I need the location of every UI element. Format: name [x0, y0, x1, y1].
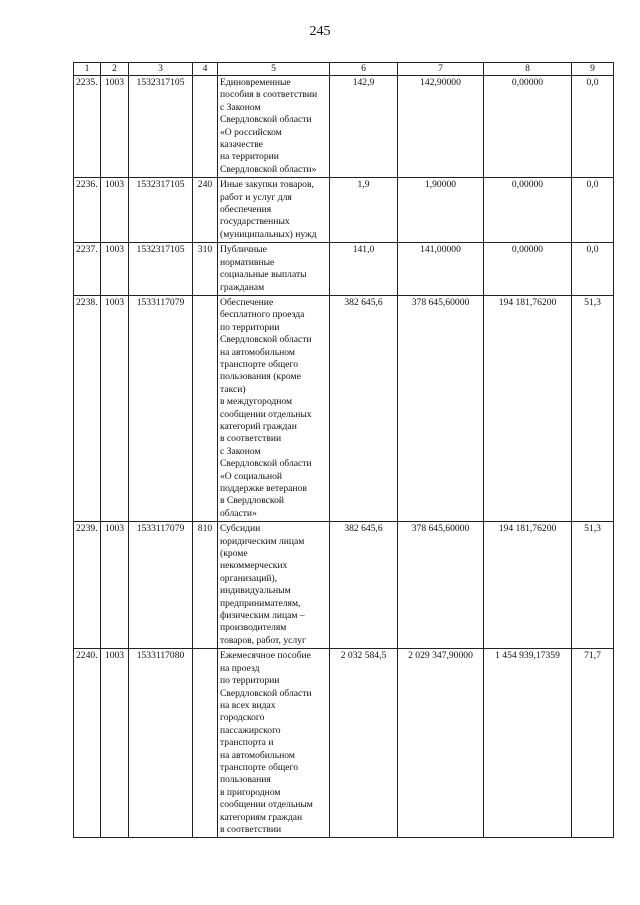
item-name-line: транспорте общего — [220, 761, 299, 773]
refined-amount-cell: 1,90000 — [398, 178, 484, 243]
table-row — [74, 522, 614, 649]
item-name-line: Иные закупки товаров, — [220, 179, 314, 191]
refined-amount-cell: 378 645,60000 — [398, 522, 484, 649]
execution-percent-cell: 51,3 — [572, 295, 614, 521]
item-name-line: на автомобильном — [220, 346, 295, 358]
item-name-line: пассажирского — [220, 724, 281, 736]
item-name-line: по территории — [220, 321, 280, 333]
target-code-cell: 1533117079 — [129, 295, 193, 521]
item-name-line: городского — [220, 712, 265, 724]
item-name-line: Свердловской области — [220, 334, 312, 346]
item-name-line: по территории — [220, 675, 280, 687]
executed-amount-cell: 1 454 939,17359 — [484, 649, 572, 838]
approved-amount-cell: 142,9 — [330, 76, 398, 178]
item-name-line: категорий граждан — [220, 420, 297, 432]
section-code-cell: 1003 — [101, 178, 129, 243]
target-code-cell: 1532317105 — [129, 243, 193, 296]
item-name-line: некоммерческих — [220, 560, 288, 572]
item-name-cell — [218, 649, 330, 838]
item-name-line: Свердловской области» — [220, 163, 317, 175]
item-name-line: транспорте общего — [220, 358, 299, 370]
target-code-cell: 1532317105 — [129, 76, 193, 178]
item-name-cell — [218, 295, 330, 521]
row-number-cell: 2238. — [74, 295, 101, 521]
table-row — [74, 295, 614, 521]
item-name-line: индивидуальным — [220, 585, 291, 597]
item-name-line: пользования — [220, 774, 271, 786]
executed-amount-cell: 194 181,76200 — [484, 522, 572, 649]
item-name-line: (муниципальных) нужд — [220, 228, 317, 240]
item-name-line: государственных — [220, 216, 290, 228]
item-name-cell — [218, 243, 330, 296]
item-name-line: обеспечения — [220, 204, 272, 216]
item-name-line: транспорта и — [220, 737, 274, 749]
table-row — [74, 649, 614, 838]
item-name-line: в соответствии — [220, 823, 282, 835]
item-name-line: с Законом — [220, 445, 261, 457]
refined-amount-cell: 378 645,60000 — [398, 295, 484, 521]
execution-percent-cell: 51,3 — [572, 522, 614, 649]
expense-type-cell: 810 — [193, 522, 218, 649]
budget-table — [73, 62, 614, 838]
item-name-line: физическим лицам – — [220, 610, 305, 622]
item-name-line: Публичные — [220, 244, 267, 256]
item-name-line: в междугородном — [220, 396, 293, 408]
item-name-line: Обеспечение — [220, 296, 274, 308]
item-name-line: нормативные — [220, 256, 275, 268]
target-code-cell: 1533117079 — [129, 522, 193, 649]
item-name-line: «О российском — [220, 126, 282, 138]
row-number-cell: 2239. — [74, 522, 101, 649]
item-name-line: Свердловской области — [220, 687, 312, 699]
item-name-line: социальные выплаты — [220, 269, 307, 281]
item-name-line: в Свердловской — [220, 495, 285, 507]
column-header: 2 — [101, 63, 129, 76]
item-name-line: в пригородном — [220, 786, 281, 798]
table-row — [74, 178, 614, 243]
expense-type-cell: 310 — [193, 243, 218, 296]
executed-amount-cell: 194 181,76200 — [484, 295, 572, 521]
execution-percent-cell: 71,7 — [572, 649, 614, 838]
item-name-line: Свердловской области — [220, 114, 312, 126]
section-code-cell: 1003 — [101, 243, 129, 296]
column-header: 8 — [484, 63, 572, 76]
column-header: 5 — [218, 63, 330, 76]
item-name-line: гражданам — [220, 281, 265, 293]
item-name-line: категориям граждан — [220, 811, 303, 823]
item-name-line: на всех видах — [220, 699, 276, 711]
approved-amount-cell: 2 032 584,5 — [330, 649, 398, 838]
execution-percent-cell: 0,0 — [572, 76, 614, 178]
row-number-cell: 2236. — [74, 178, 101, 243]
item-name-line: производителям — [220, 622, 287, 634]
item-name-line: области» — [220, 507, 257, 519]
execution-percent-cell: 0,0 — [572, 243, 614, 296]
item-name-line: казачестве — [220, 139, 263, 151]
target-code-cell: 1532317105 — [129, 178, 193, 243]
column-header: 6 — [330, 63, 398, 76]
item-name-line: сообщении отдельным — [220, 799, 313, 811]
item-name-line: юридическим лицам — [220, 535, 305, 547]
item-name-line: «О социальной — [220, 470, 283, 482]
item-name-cell — [218, 522, 330, 649]
column-header: 7 — [398, 63, 484, 76]
item-name-line: с Законом — [220, 101, 261, 113]
execution-percent-cell: 0,0 — [572, 178, 614, 243]
item-name-line: Единовременные — [220, 77, 291, 88]
item-name-line: организаций), — [220, 572, 278, 584]
section-code-cell: 1003 — [101, 76, 129, 178]
item-name-line: в соответствии — [220, 433, 282, 445]
approved-amount-cell: 382 645,6 — [330, 295, 398, 521]
item-name-line: (кроме — [220, 548, 248, 560]
item-name-line: на проезд — [220, 662, 260, 674]
column-header: 3 — [129, 63, 193, 76]
table-row — [74, 76, 614, 178]
table-row — [74, 243, 614, 296]
column-header: 4 — [193, 63, 218, 76]
item-name-line: сообщении отдельных — [220, 408, 312, 420]
item-name-line: поддержке ветеранов — [220, 483, 307, 494]
section-code-cell: 1003 — [101, 649, 129, 838]
section-code-cell: 1003 — [101, 522, 129, 649]
executed-amount-cell: 0,00000 — [484, 243, 572, 296]
approved-amount-cell: 1,9 — [330, 178, 398, 243]
item-name-line: такси) — [220, 383, 246, 395]
item-name-line: товаров, работ, услуг — [220, 634, 306, 646]
section-code-cell: 1003 — [101, 295, 129, 521]
executed-amount-cell: 0,00000 — [484, 76, 572, 178]
expense-type-cell: 240 — [193, 178, 218, 243]
executed-amount-cell: 0,00000 — [484, 178, 572, 243]
row-number-cell: 2237. — [74, 243, 101, 296]
refined-amount-cell: 141,00000 — [398, 243, 484, 296]
item-name-line: на территории — [220, 151, 279, 163]
expense-type-cell — [193, 76, 218, 178]
item-name-line: бесплатного проезда — [220, 309, 305, 321]
item-name-cell — [218, 76, 330, 178]
header-row — [74, 63, 614, 76]
column-header: 1 — [74, 63, 101, 76]
refined-amount-cell: 2 029 347,90000 — [398, 649, 484, 838]
item-name-line: на автомобильном — [220, 749, 295, 761]
item-name-line: Свердловской области — [220, 458, 312, 470]
item-name-cell — [218, 178, 330, 243]
item-name-line: пособия в соответствии — [220, 89, 318, 101]
row-number-cell: 2240. — [74, 649, 101, 838]
item-name-line: работ и услуг для — [220, 191, 292, 203]
item-name-line: Субсидии — [220, 523, 261, 535]
refined-amount-cell: 142,90000 — [398, 76, 484, 178]
page-number: 245 — [309, 24, 331, 39]
target-code-cell: 1533117080 — [129, 649, 193, 838]
expense-type-cell — [193, 295, 218, 521]
expense-type-cell — [193, 649, 218, 838]
item-name-line: предпринимателям, — [220, 597, 301, 609]
item-name-line: Ежемесячное пособие — [220, 650, 311, 662]
column-header: 9 — [572, 63, 614, 76]
approved-amount-cell: 141,0 — [330, 243, 398, 296]
item-name-line: пользования (кроме — [220, 371, 301, 383]
row-number-cell: 2235. — [74, 76, 101, 178]
approved-amount-cell: 382 645,6 — [330, 522, 398, 649]
